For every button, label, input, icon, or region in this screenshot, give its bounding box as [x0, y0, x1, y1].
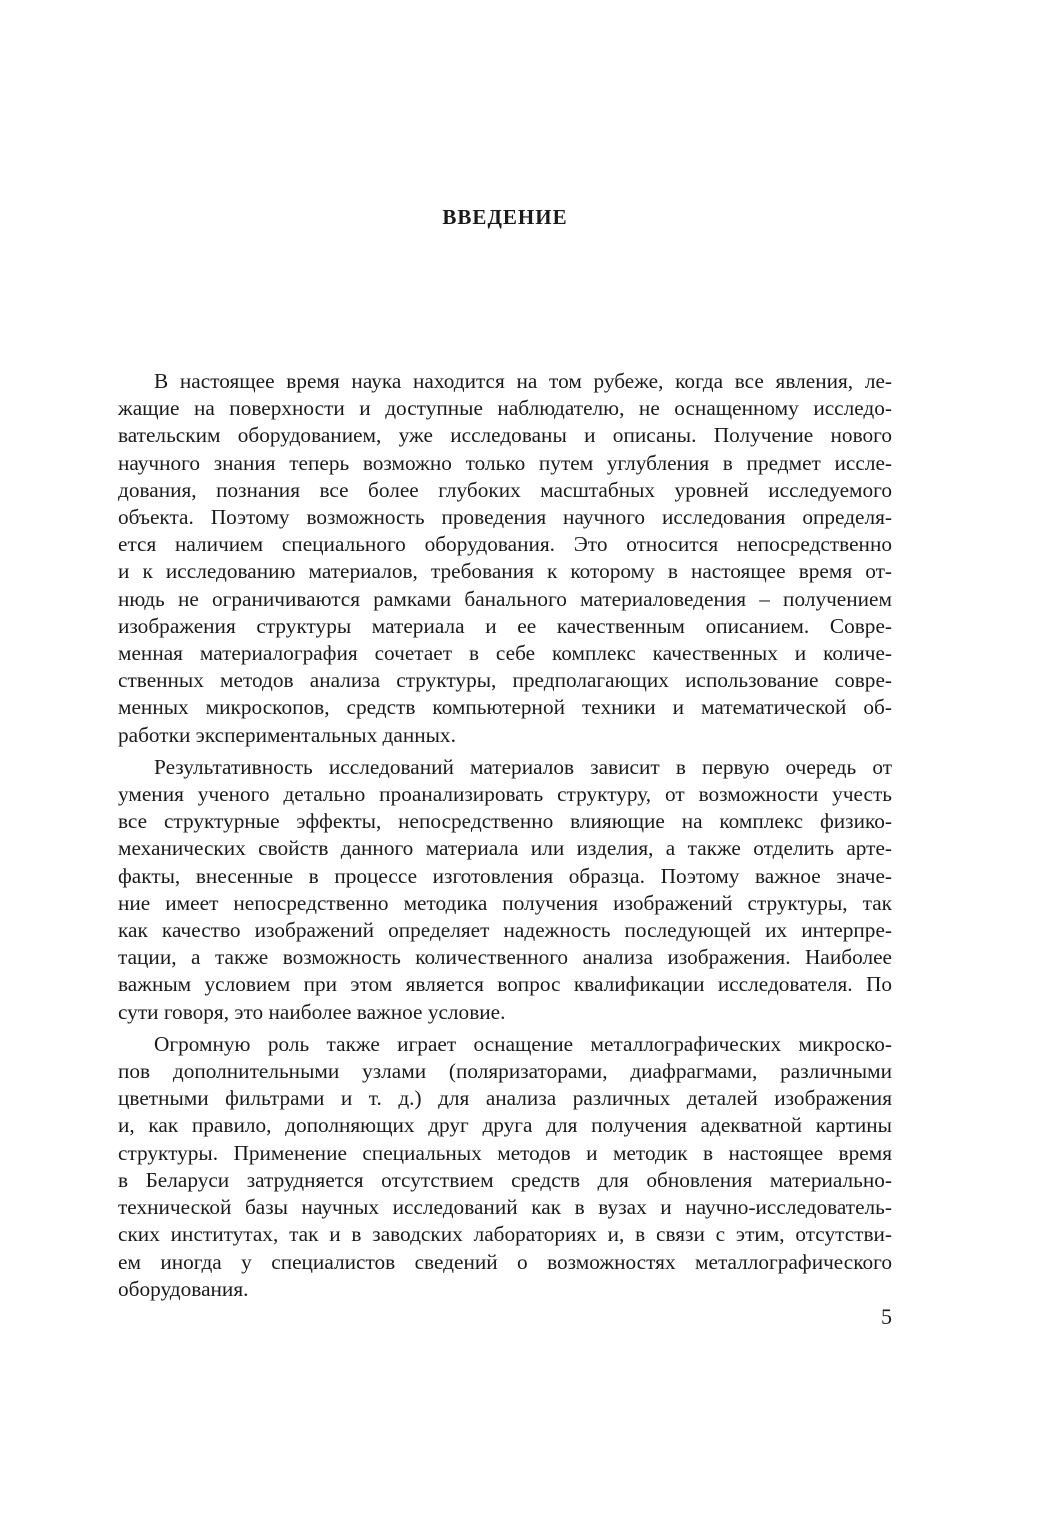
text-line: нюдь не ограничиваются рамками банального материаловедения – получением [118, 586, 892, 611]
text-line: оборудования. [118, 1276, 249, 1301]
text-line: ется наличием специального оборудования. Это относится непосредственно [118, 532, 892, 557]
text-line: пов дополнительными узлами (поляризаторами, диафрагмами, различными [118, 1059, 892, 1084]
text-line: технической базы научных исследований как в вузах и научно-исследователь- [118, 1195, 892, 1220]
text-line: объекта. Поэтому возможность проведения научного исследования определя- [118, 505, 892, 530]
body-text [118, 368, 892, 1303]
text-line: факты, внесенные в процессе изготовления образца. Поэтому важное значе- [118, 863, 892, 888]
text-line: ем иногда у специалистов сведений о возможностях металлографического [118, 1249, 892, 1274]
text-line: жащие на поверхности и доступные наблюдателю, не оснащенному исследо- [118, 396, 892, 421]
text-line: тации, а также возможность количественного анализа изображения. Наиболее [118, 945, 892, 970]
text-line: Результативность исследований материалов зависит в первую очередь от [154, 754, 892, 779]
text-line: в Беларуси затрудняется отсутствием средств для обновления материально- [118, 1167, 892, 1192]
text-line: работки экспериментальных данных. [118, 722, 456, 747]
text-line: Огромную роль также играет оснащение металлографических микроско- [154, 1031, 892, 1056]
text-line: научного знания теперь возможно только путем углубления в предмет иссле- [118, 450, 892, 475]
text-line: все структурные эффекты, непосредственно влияющие на комплекс физико- [118, 809, 892, 834]
text-line: цветными фильтрами и т. д.) для анализа различных деталей изображения [118, 1086, 892, 1111]
page-title: ВВЕДЕНИЕ [442, 205, 568, 229]
paragraph-3 [118, 1031, 892, 1303]
text-line: дования, познания все более глубоких масштабных уровней исследуемого [118, 477, 892, 502]
text-line: менных микроскопов, средств компьютерной техники и математической об- [118, 695, 892, 720]
text-line: как качество изображений определяет надежность последующей их интерпре- [118, 918, 892, 943]
text-line: и к исследованию материалов, требования к которому в настоящее время от- [118, 559, 892, 584]
text-line: ние имеет непосредственно методика получения изображений структуры, так [118, 890, 892, 915]
text-line: В настоящее время наука находится на том рубеже, когда все явления, ле- [154, 369, 892, 393]
text-line: структуры. Применение специальных методов и методик в настоящее время [118, 1140, 892, 1165]
text-line: ских институтах, так и в заводских лабораториях и, в связи с этим, отсутстви- [118, 1222, 892, 1247]
text-line: изображения структуры материала и ее качественным описанием. Совре- [118, 613, 892, 638]
text-line: вательским оборудованием, уже исследованы и описаны. Получение нового [118, 423, 892, 448]
text-line: важным условием при этом является вопрос квалификации исследователя. По [118, 972, 892, 997]
paragraph-1 [118, 368, 892, 749]
text-line: сути говоря, это наиболее важное условие. [118, 999, 506, 1024]
text-line: ственных методов анализа структуры, предполагающих использование совре- [118, 668, 892, 693]
text-line: менная материалография сочетает в себе комплекс качественных и количе- [118, 641, 892, 666]
text-line: и, как правило, дополняющих друг друга для получения адекватной картины [118, 1113, 892, 1138]
paragraph-2 [118, 754, 892, 1026]
page-number: 5 [881, 1304, 892, 1329]
text-line: умения ученого детально проанализировать структуру, от возможности учесть [118, 782, 892, 807]
text-line: механических свойств данного материала или изделия, а также отделить арте- [118, 836, 892, 861]
